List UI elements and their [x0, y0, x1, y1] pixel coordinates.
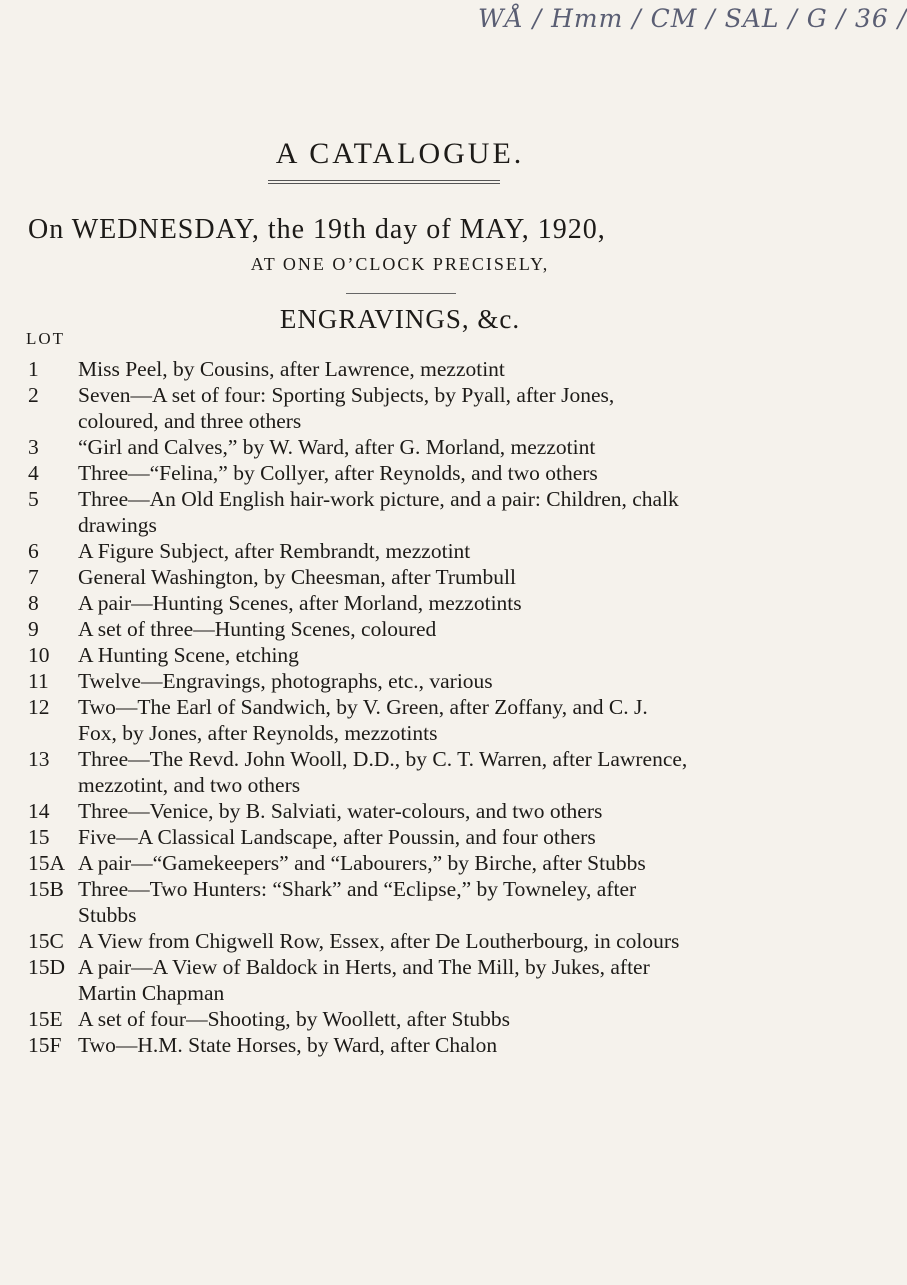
sale-date: On WEDNESDAY, the 19th day of MAY, 1920, — [28, 214, 606, 245]
lot-description-line: Three—An Old English hair-work picture, and a pair: Children, chalk — [78, 487, 679, 511]
lot-description-line: A Hunting Scene, etching — [78, 643, 299, 667]
lot-number: 15C — [28, 929, 64, 953]
lot-entry — [22, 824, 797, 850]
lot-description — [78, 1006, 797, 1032]
lot-description — [78, 564, 797, 590]
lot-number: 7 — [28, 565, 39, 589]
lot-description-line: A pair—A View of Baldock in Herts, and The Mill, by Jukes, after — [78, 955, 650, 979]
lot-description — [78, 382, 797, 434]
lot-entry — [22, 382, 797, 434]
lot-entry — [22, 486, 797, 538]
lot-entry — [22, 694, 797, 746]
lot-description-line: Seven—A set of four: Sporting Subjects, by Pyall, after Jones, — [78, 383, 615, 407]
lot-description — [78, 642, 797, 668]
lot-number: 14 — [28, 799, 50, 823]
lot-entry — [22, 954, 797, 1006]
lot-entry — [22, 1006, 797, 1032]
lot-entry — [22, 668, 797, 694]
lot-description-line: A set of four—Shooting, by Woollett, after Stubbs — [78, 1007, 511, 1031]
lot-number: 15D — [28, 955, 66, 979]
lot-description — [78, 538, 797, 564]
lot-description-line: A Figure Subject, after Rembrandt, mezzotint — [78, 539, 471, 563]
lot-number: 2 — [28, 383, 39, 407]
lot-description-line: Three—Two Hunters: “Shark” and “Eclipse,” by Towneley, after — [78, 877, 637, 901]
lot-number: 1 — [28, 357, 39, 381]
lot-description-line: “Girl and Calves,” by W. Ward, after G. Morland, mezzotint — [78, 435, 596, 459]
lot-number: 5 — [28, 487, 39, 511]
lot-entry — [22, 616, 797, 642]
lot-description-line: Three—Venice, by B. Salviati, water-colours, and two others — [78, 799, 603, 823]
lot-description-line: Two—The Earl of Sandwich, by V. Green, after Zoffany, and C. J. — [78, 695, 648, 719]
lot-description — [78, 876, 797, 928]
lot-entry — [22, 928, 797, 954]
lot-description — [78, 1032, 797, 1058]
lot-number: 13 — [28, 747, 50, 771]
lot-description — [78, 954, 797, 1006]
lot-entry — [22, 746, 797, 798]
lot-number: 15A — [28, 851, 66, 875]
lot-description — [78, 434, 797, 460]
lot-number: 3 — [28, 435, 39, 459]
lot-entry — [22, 850, 797, 876]
lot-description — [78, 850, 797, 876]
lot-list — [22, 356, 797, 1058]
lot-number: 15F — [28, 1033, 62, 1057]
lot-number: 6 — [28, 539, 39, 563]
lot-number: 15B — [28, 877, 64, 901]
lot-number: 9 — [28, 617, 39, 641]
catalogue-title: A CATALOGUE. — [275, 137, 525, 170]
lot-description — [78, 746, 797, 798]
lot-entry — [22, 798, 797, 824]
lot-description-line: A pair—“Gamekeepers” and “Labourers,” by Birche, after Stubbs — [78, 851, 646, 875]
lot-description — [78, 590, 797, 616]
lot-description — [78, 798, 797, 824]
sale-time: AT ONE O’CLOCK PRECISELY, — [250, 254, 550, 274]
lot-entry — [22, 564, 797, 590]
lot-description-line: Stubbs — [78, 903, 137, 927]
lot-entry — [22, 642, 797, 668]
lot-description-line: Five—A Classical Landscape, after Poussin, and four others — [78, 825, 596, 849]
lot-description — [78, 824, 797, 850]
lot-description-line: Twelve—Engravings, photographs, etc., various — [78, 669, 493, 693]
lot-description-line: coloured, and three others — [78, 409, 302, 433]
lot-entry — [22, 434, 797, 460]
lot-entry — [22, 538, 797, 564]
lot-entry — [22, 356, 797, 382]
lot-description-line: Two—H.M. State Horses, by Ward, after Chalon — [78, 1033, 498, 1057]
title-divider — [268, 180, 500, 184]
lot-number: 15E — [28, 1007, 63, 1031]
lot-entry — [22, 460, 797, 486]
lot-description-line: Three—The Revd. John Wooll, D.D., by C. T. Warren, after Lawrence, — [78, 747, 688, 771]
lot-description — [78, 668, 797, 694]
lot-description — [78, 486, 797, 538]
section-title: ENGRAVINGS, &c. — [279, 304, 521, 334]
lot-column-header: LOT — [26, 329, 66, 348]
lot-number: 11 — [28, 669, 49, 693]
lot-description-line: Martin Chapman — [78, 981, 225, 1005]
lot-description-line: A set of three—Hunting Scenes, coloured — [78, 617, 437, 641]
lot-number: 4 — [28, 461, 39, 485]
lot-description-line: Miss Peel, by Cousins, after Lawrence, mezzotint — [78, 357, 505, 381]
lot-entry — [22, 1032, 797, 1058]
lot-number: 8 — [28, 591, 39, 615]
lot-number: 12 — [28, 695, 50, 719]
lot-description-line: General Washington, by Cheesman, after Trumbull — [78, 565, 516, 589]
lot-description — [78, 694, 797, 746]
lot-description — [78, 616, 797, 642]
lot-description-line: drawings — [78, 513, 157, 537]
lot-description — [78, 928, 797, 954]
lot-number: 15 — [28, 825, 50, 849]
lot-description — [78, 460, 797, 486]
lot-description — [78, 356, 797, 382]
lot-description-line: A pair—Hunting Scenes, after Morland, mezzotints — [78, 591, 522, 615]
lot-description-line: A View from Chigwell Row, Essex, after De Loutherbourg, in colours — [78, 929, 680, 953]
handwritten-annotation: WÅ / Hmm / CM / SAL / G / 36 / — [478, 4, 907, 33]
lot-description-line: mezzotint, and two others — [78, 773, 301, 797]
lot-number: 10 — [28, 643, 50, 667]
lot-entry — [22, 590, 797, 616]
lot-entry — [22, 876, 797, 928]
lot-description-line: Three—“Felina,” by Collyer, after Reynolds, and two others — [78, 461, 598, 485]
time-divider — [346, 293, 456, 294]
lot-description-line: Fox, by Jones, after Reynolds, mezzotints — [78, 721, 438, 745]
